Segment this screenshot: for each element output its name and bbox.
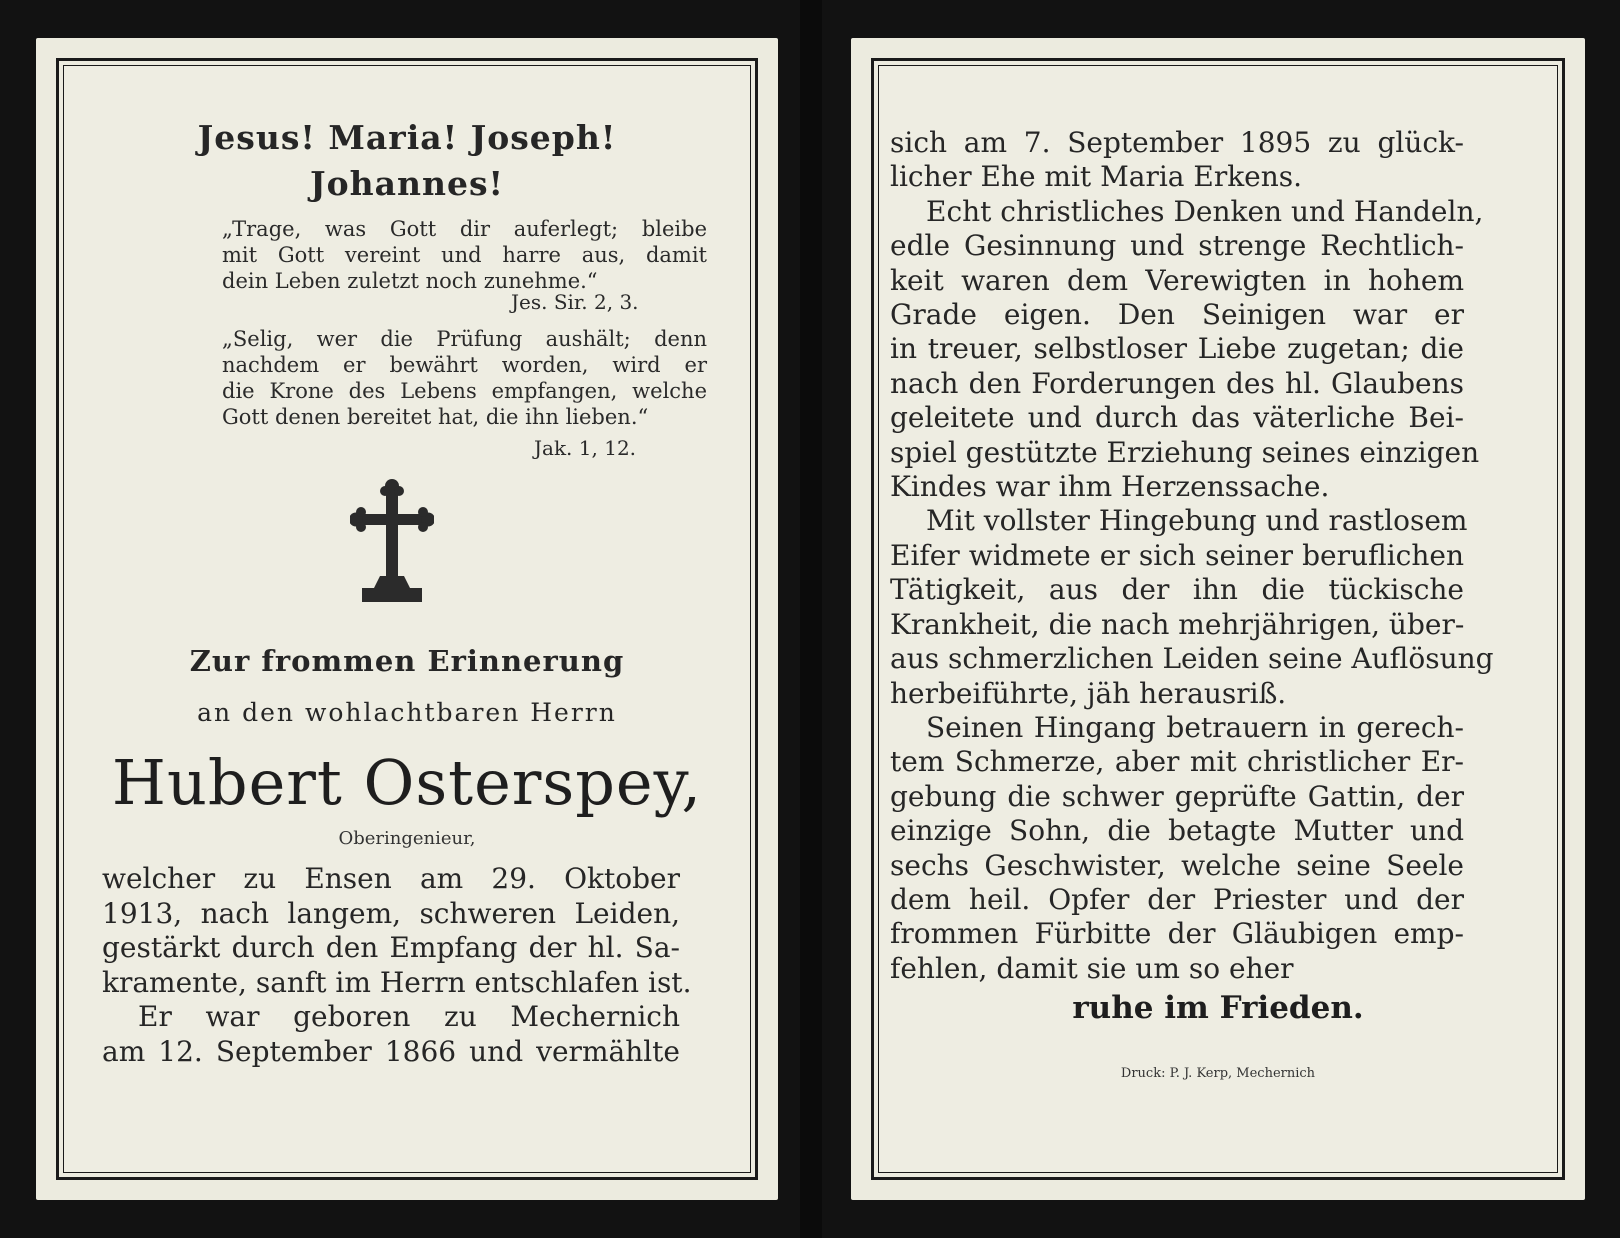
body-line: Echt christliches Denken und Handeln, bbox=[926, 194, 1484, 228]
body-line: Grade eigen. Den Seinigen war er bbox=[890, 298, 1464, 332]
body-line: licher Ehe mit Maria Erkens. bbox=[890, 160, 1303, 194]
body-line: geleitete und durch das väterliche Bei- bbox=[890, 401, 1464, 435]
printer-credit: Druck: P. J. Kerp, Mechernich bbox=[1120, 1066, 1316, 1081]
bible-quote-2 bbox=[222, 326, 707, 430]
memory-subtitle: an den wohlachtbaren Herrn bbox=[197, 698, 617, 727]
body-line: herbeiführte, jäh herausriß. bbox=[890, 676, 1287, 710]
memory-heading: Zur frommen Erinnerung bbox=[189, 644, 625, 678]
right-page bbox=[851, 38, 1585, 1200]
body-line: Kindes war ihm Herzenssache. bbox=[890, 470, 1330, 504]
body-line: einzige Sohn, die betagte Mutter und bbox=[890, 814, 1464, 848]
body-line: Mit vollster Hingebung und rastlosem bbox=[926, 504, 1468, 538]
quote-line: mit Gott vereint und harre aus, damit bbox=[222, 243, 707, 267]
left-biography-text bbox=[102, 862, 692, 1069]
body-line: kramente, sanft im Herrn entschlafen ist. bbox=[102, 965, 692, 999]
right-biography-text bbox=[890, 126, 1494, 986]
body-line: gebung die schwer geprüfte Gattin, der bbox=[890, 779, 1464, 813]
body-line: fehlen, damit sie um so eher bbox=[890, 951, 1294, 985]
body-line: in treuer, selbstloser Liebe zugetan; die bbox=[890, 332, 1464, 366]
body-line: keit waren dem Verewigten in hohem bbox=[890, 263, 1464, 297]
quote-line: dein Leben zuletzt noch zunehme.“ bbox=[222, 269, 598, 293]
body-line: Er war geboren zu Mechernich bbox=[138, 1000, 680, 1033]
invocation-line-1: Jesus! Maria! Joseph! bbox=[197, 118, 617, 157]
invocation-line-2: Johannes! bbox=[309, 164, 505, 203]
deceased-name: Hubert Osterspey, bbox=[111, 746, 703, 819]
body-line: spiel gestützte Erziehung seines einzigen bbox=[890, 435, 1480, 469]
quote-line: „Selig, wer die Prüfung aushält; denn bbox=[222, 327, 707, 351]
body-line: welcher zu Ensen am 29. Oktober bbox=[102, 862, 680, 895]
quote-1-source: Jes. Sir. 2, 3. bbox=[511, 290, 639, 314]
body-line: sechs Geschwister, welche seine Seele bbox=[890, 848, 1464, 882]
body-line: tem Schmerze, aber mit christlicher Er- bbox=[890, 745, 1464, 779]
body-line: dem heil. Opfer der Priester und der bbox=[890, 882, 1464, 916]
body-line: nach den Forderungen des hl. Glaubens bbox=[890, 366, 1464, 400]
cross-icon bbox=[350, 478, 434, 604]
quote-line: „Trage, was Gott dir auferlegt; bleibe bbox=[222, 217, 707, 241]
left-page bbox=[36, 38, 778, 1200]
body-line: frommen Fürbitte der Gläubigen emp- bbox=[890, 917, 1464, 951]
closing-blessing: ruhe im Frieden. bbox=[1072, 990, 1364, 1026]
quote-line: Gott denen bereitet hat, die ihn lieben.“ bbox=[222, 405, 649, 429]
quote-line: nachdem er bewährt worden, wird er bbox=[222, 353, 707, 377]
card-fold bbox=[800, 0, 822, 1238]
body-line: Tätigkeit, aus der ihn die tückische bbox=[890, 573, 1464, 607]
quote-line: die Krone des Lebens empfangen, welche bbox=[222, 379, 707, 403]
occupation: Oberingenieur, bbox=[338, 828, 476, 849]
body-line: sich am 7. September 1895 zu glück- bbox=[890, 126, 1464, 159]
body-line: am 12. September 1866 und vermählte bbox=[102, 1034, 680, 1068]
body-line: Krankheit, die nach mehrjährigen, über- bbox=[890, 607, 1465, 641]
body-line: edle Gesinnung und strenge Rechtlich- bbox=[890, 229, 1464, 263]
body-line: Seinen Hingang betrauern in gerech- bbox=[926, 710, 1464, 744]
body-line: aus schmerzlichen Leiden seine Auflösung bbox=[890, 642, 1494, 676]
body-line: gestärkt durch den Empfang der hl. Sa- bbox=[102, 931, 680, 964]
quote-2-source: Jak. 1, 12. bbox=[534, 436, 637, 460]
body-line: 1913, nach langem, schweren Leiden, bbox=[102, 896, 680, 930]
body-line: Eifer widmete er sich seiner beruflichen bbox=[890, 538, 1464, 572]
bible-quote-1 bbox=[222, 216, 707, 294]
